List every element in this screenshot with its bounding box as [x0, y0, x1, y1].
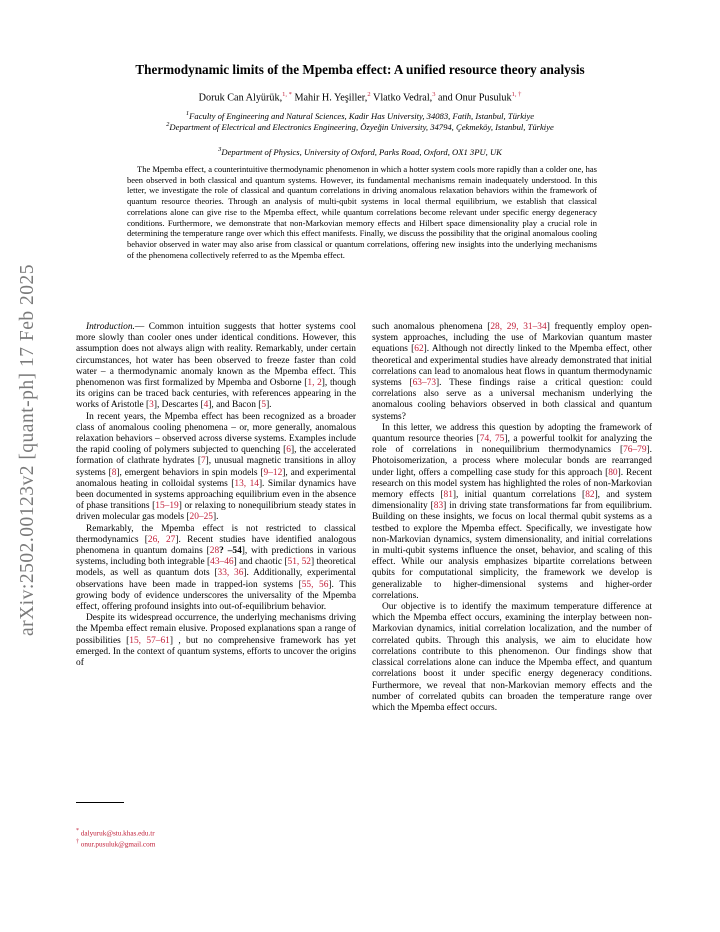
paragraph: In recent years, the Mpemba effect has been recognized as a broader class of anomalous cooling phenomena – or, more generally, anomalous relaxation behaviors – observed across diverse systems. Examples include the rapid cooling of polymers subjected to quenching [6], the accelerated formation of clathrate hydrates [7], unusual magnetic transitions in alloy systems [8], emergent behaviors in spin models [9–12], and experimental anomalous heating in colloidal systems [13, 14]. Similar dynamics have been documented in systems approaching equilibrium even in the absence of phase transitions [15–19] or relaxing to nonequilibrium steady states in driven molecular gas models [20–25]. [76, 411, 357, 523]
citation-link[interactable]: 33, 36 [217, 568, 244, 579]
citation-link[interactable]: 62 [414, 344, 424, 355]
affiliation-text: Department of Physics, University of Oxford, Parks Road, Oxford, OX1 3PU, UK [221, 146, 502, 157]
author-name: Doruk Can Alyürük, [198, 92, 283, 104]
citation-link[interactable]: 80 [608, 467, 618, 478]
column-right [372, 322, 652, 714]
author-mark[interactable]: 2 [367, 91, 371, 98]
email-link[interactable]: dalyuruk@stu.khas.edu.tr [80, 829, 155, 838]
column-left [76, 322, 356, 669]
citation-link[interactable]: 28 [209, 546, 220, 557]
citation-link[interactable]: 43–46 [210, 557, 234, 568]
citation-link[interactable]: 6 [286, 445, 291, 456]
citation-link[interactable]: 83 [433, 501, 444, 512]
footnote-rule [76, 802, 124, 803]
abstract: The Mpemba effect, a counterintuitive thermodynamic phenomenon in which a hotter system cools more rapidly than a colder one, has been observed in both classical and quantum systems. However, its fundamental mechanisms remain inadequately understood. In this letter, we investigate the role of classical and quantum correlations in driving anomalous relaxation behaviors within the framework of quantum resource theories. Through an analysis of multi-qubit systems in local thermal equilibrium, we establish that classical correlations alone can give rise to the Mpemba effect, while quantum correlations become relevant under specific energy degeneracy conditions. Furthermore, we demonstrate that non-Markovian memory effects and Hilbert space dimensionality play a crucial role in determining the temperature range over which this effect manifests. Finally, we discuss the possibility that the original anomalous cooling behavior observed in water may also arise from classical or quantum correlations, offering new insights into the underlying mechanisms of the phenomena collectively referred to as the Mpemba effect. [127, 164, 597, 260]
affiliation [150, 119, 570, 133]
paragraph: Remarkably, the Mpemba effect is not restricted to classical thermodynamics [26, 27]. Recent studies have identified analogous phenomena in quantum domains [28? –54], with predictions in various systems, including both integrable [43–46] and chaotic [51, 52] theoretical models, as well as quantum dots [33, 36]. Additionally, experimental observations have been made in trapped-ion systems [55, 56]. This growing body of evidence underscores the universality of the Mpemba effect, offering profound insights into out-of-equilibrium behavior. [76, 523, 357, 613]
citation-link[interactable]: 3 [149, 400, 154, 411]
paper-title: Thermodynamic limits of the Mpemba effect: A unified resource theory analysis [135, 62, 585, 77]
unresolved-citation: ? –54 [219, 546, 242, 557]
arxiv-stamp [8, 240, 48, 660]
paragraph: In this letter, we address this question by adopting the framework of quantum resource theories [74, 75], a powerful toolkit for analyzing the role of correlations in nonequilibrium thermodynamics [76–79]. Photoisomerization, a process where molecular bonds are rearranged under light, offers a compelling case study for this approach [80]. Recent research on this model system has highlighted the roles of non-Markovian memory effects [81], initial quantum correlations [82], and system dimensionality [83] in driving state transformations far from equilibrium. Building on these insights, we focus on local thermal qubit systems as a testbed to explore the Mpemba effect. Specifically, we investigate how non-Markovian dynamics, system dimensionality, and initial correlations in multi-qubit systems influence the onset, behavior, and scaling of this effect. While our analysis emphasizes bipartite correlations between qubits for computational simplicity, the framework we develop is generalizable to higher-dimensional systems and higher-order correlations. [372, 422, 653, 601]
citation-link[interactable]: 15, 57–61 [129, 635, 170, 646]
email-link[interactable]: onur.pusuluk@gmail.com [80, 840, 156, 849]
citation-link[interactable]: 20–25 [189, 512, 213, 523]
paragraph: Introduction.— Common intuition suggests that hotter systems cool more slowly than cooler ones under identical conditions. However, this assumption does not always align with reality. Remarkably, under certain circumstances, hot water has been observed to freeze faster than cold water – a thermodynamic anomaly known as the Mpemba effect. This phenomenon was first formalized by Mpemba and Osborne [1, 2], though its origins can be traced back centuries, with references appearing in the works of Aristotle [3], Descartes [4], and Bacon [5]. [76, 322, 356, 411]
citation-link[interactable]: 8 [111, 467, 117, 478]
citation-link[interactable]: 74, 75 [479, 434, 505, 445]
citation-link[interactable]: 1, 2 [307, 378, 322, 389]
footnote-mark: † [76, 839, 79, 845]
citation-link[interactable]: 76–79 [623, 445, 647, 456]
citation-link[interactable]: 4 [203, 400, 209, 411]
author-list [60, 91, 660, 103]
author-name: and Onur Pusuluk [438, 92, 512, 104]
paragraph: Our objective is to identify the maximum temperature difference at which the Mpemba effect occurs, examining the interplay between non-Markovian dynamics, initial correlation localization, and the number of correlated qubits. Through this analysis, we aim to elucidate how correlations contribute to this phenomenon. Our findings show that classical correlations alone can induce the Mpemba effect, and quantum correlations boost it under specific energy degeneracy conditions. Furthermore, we reveal that non-Markovian memory effects and the number of correlated qubits can broaden the temperature range over which the Mpemba effect occurs. [372, 602, 652, 713]
affiliation-mark: 1 [185, 110, 190, 117]
affiliation-text: Faculty of Engineering and Natural Sciences, Kadir Has University, 34083, Fatih, Istanbul, Türkiye [189, 110, 535, 121]
citation-link[interactable]: 63–73 [412, 378, 437, 389]
citation-link[interactable]: 26, 27 [147, 534, 176, 545]
affiliation-mark: 2 [166, 121, 170, 128]
citation-link[interactable]: 5 [261, 400, 267, 411]
paragraph: such anomalous phenomena [28, 29, 31–34] frequently employ open-system approaches, including the use of Markovian quantum master equations [62]. Although not directly linked to the Mpemba effect, other theoretical and experimental studies have already demonstrated that initial correlations can lead to anomalous heat flows in quantum thermodynamic systems [63–73]. These findings raise a critical question: could correlations also serve as a universal mechanism underlying the anomalous cooling behaviors observed in both classical and quantum systems? [372, 322, 653, 422]
citation-link[interactable]: 51, 52 [287, 557, 311, 568]
citation-link[interactable]: 81 [443, 490, 453, 501]
citation-link[interactable]: 82 [585, 490, 595, 501]
affiliation-text: Department of Electrical and Electronics Engineering, Özyeğin University, 34794, Çekmeköy, Istanbul, Türkiye [169, 121, 554, 132]
citation-link[interactable]: 28, 29, 31–34 [490, 322, 547, 332]
paragraph: Despite its widespread occurrence, the underlying mechanisms driving the Mpemba effect remain elusive. Proposed explanations span a range of possibilities [15, 57–61] , but no comprehensive framework has yet emerged. In the context of quantum systems, efforts to uncover the origins of [76, 613, 357, 669]
author-mark[interactable]: 3 [432, 91, 436, 98]
section-heading: Introduction. [86, 322, 135, 332]
footnote [76, 837, 155, 849]
author-name: Vlatko Vedral, [372, 92, 433, 104]
citation-link[interactable]: 9–12 [263, 467, 283, 478]
citation-link[interactable]: 13, 14 [234, 478, 259, 489]
citation-link[interactable]: 15–19 [155, 501, 179, 512]
affiliation [100, 144, 620, 158]
citation-link[interactable]: 7 [200, 456, 206, 467]
affiliation-mark: 3 [218, 146, 222, 153]
author-name: Mahir H. Yeşiller, [294, 92, 368, 104]
footnote-mark: * [76, 828, 79, 834]
citation-link[interactable]: 55, 56 [301, 579, 329, 590]
author-mark[interactable]: 1, † [511, 91, 522, 98]
author-mark[interactable]: 1, * [282, 91, 292, 98]
arxiv-id[interactable]: arXiv:2502.00123v2 [quant-ph] 17 Feb 2025 [17, 264, 38, 636]
